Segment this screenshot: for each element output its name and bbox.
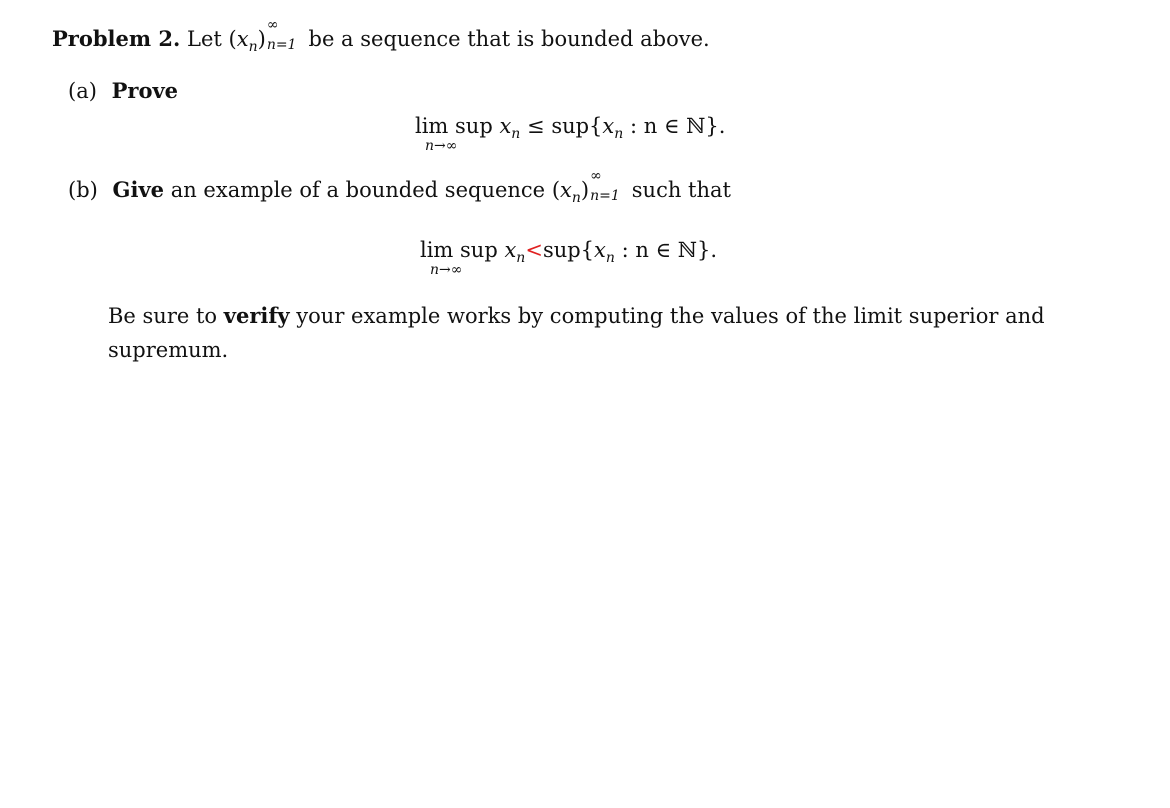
- intro-let: Let: [187, 27, 222, 51]
- note-bold: verify: [223, 303, 290, 328]
- paren-close: ): [580, 178, 590, 202]
- note-line2: supremum.: [108, 338, 229, 362]
- part-b-verb: Give: [112, 177, 165, 202]
- seq-bounds: [266, 17, 302, 53]
- verify-note-line1: [108, 302, 1045, 330]
- limsup-subscript: n→∞: [425, 138, 458, 154]
- eq-sup: sup{: [551, 114, 603, 138]
- seq-bounds: [589, 168, 625, 204]
- eq-relation: ≤: [527, 114, 545, 138]
- eq-set-condition: : n ∈ ℕ}.: [623, 114, 726, 138]
- eq-var-index: n: [516, 250, 526, 266]
- part-b-text1: an example of a bounded sequence: [170, 178, 546, 202]
- part-a-display-equation: [415, 112, 726, 154]
- eq-sup: sup{: [542, 238, 595, 262]
- note-pre: Be sure to: [108, 304, 218, 328]
- part-b-sequence: [551, 168, 625, 206]
- paren-open: (: [228, 27, 237, 51]
- part-b-display-equation: [420, 236, 717, 278]
- seq-index: n: [248, 39, 258, 55]
- part-b-marker: (b): [68, 178, 98, 202]
- seq-upper-bound: ∞: [590, 168, 602, 184]
- part-b-text2: such that: [631, 178, 731, 202]
- seq-var: x: [236, 27, 249, 51]
- seq-lower-bound: n=1: [266, 37, 297, 53]
- limsup-operator: [415, 112, 493, 154]
- eq-set-index: n: [614, 126, 624, 142]
- seq-var: x: [560, 178, 572, 202]
- problem-statement: [52, 17, 710, 56]
- verify-note-line2: [108, 336, 228, 364]
- seq-upper-bound: ∞: [266, 17, 279, 33]
- part-a-marker: (a): [68, 79, 97, 103]
- problem-label: Problem 2.: [52, 26, 181, 51]
- seq-index: n: [571, 190, 581, 206]
- eq-set-index: n: [605, 250, 615, 266]
- limsup-operator: [420, 236, 498, 278]
- intro-rest: be a sequence that is bounded above.: [308, 27, 710, 51]
- part-a-verb: Prove: [111, 78, 179, 103]
- seq-lower-bound: n=1: [590, 188, 620, 204]
- part-a-heading: [68, 77, 178, 105]
- paren-close: ): [257, 27, 266, 51]
- note-post: your example works by computing the values of the limit superior and: [296, 304, 1045, 328]
- limsup-text: lim sup: [420, 238, 498, 262]
- sequence-notation: [228, 17, 302, 55]
- paren-open: (: [551, 178, 561, 202]
- eq-var: x: [504, 238, 517, 262]
- limsup-subscript: n→∞: [430, 262, 463, 278]
- eq-relation-highlighted: <: [525, 238, 543, 262]
- part-b-heading: [68, 168, 731, 207]
- eq-set-var: x: [594, 238, 606, 262]
- eq-set-var: x: [602, 114, 615, 138]
- eq-var-index: n: [511, 126, 521, 142]
- eq-var: x: [499, 114, 512, 138]
- eq-set-condition: : n ∈ ℕ}.: [614, 238, 717, 262]
- limsup-text: lim sup: [415, 114, 493, 138]
